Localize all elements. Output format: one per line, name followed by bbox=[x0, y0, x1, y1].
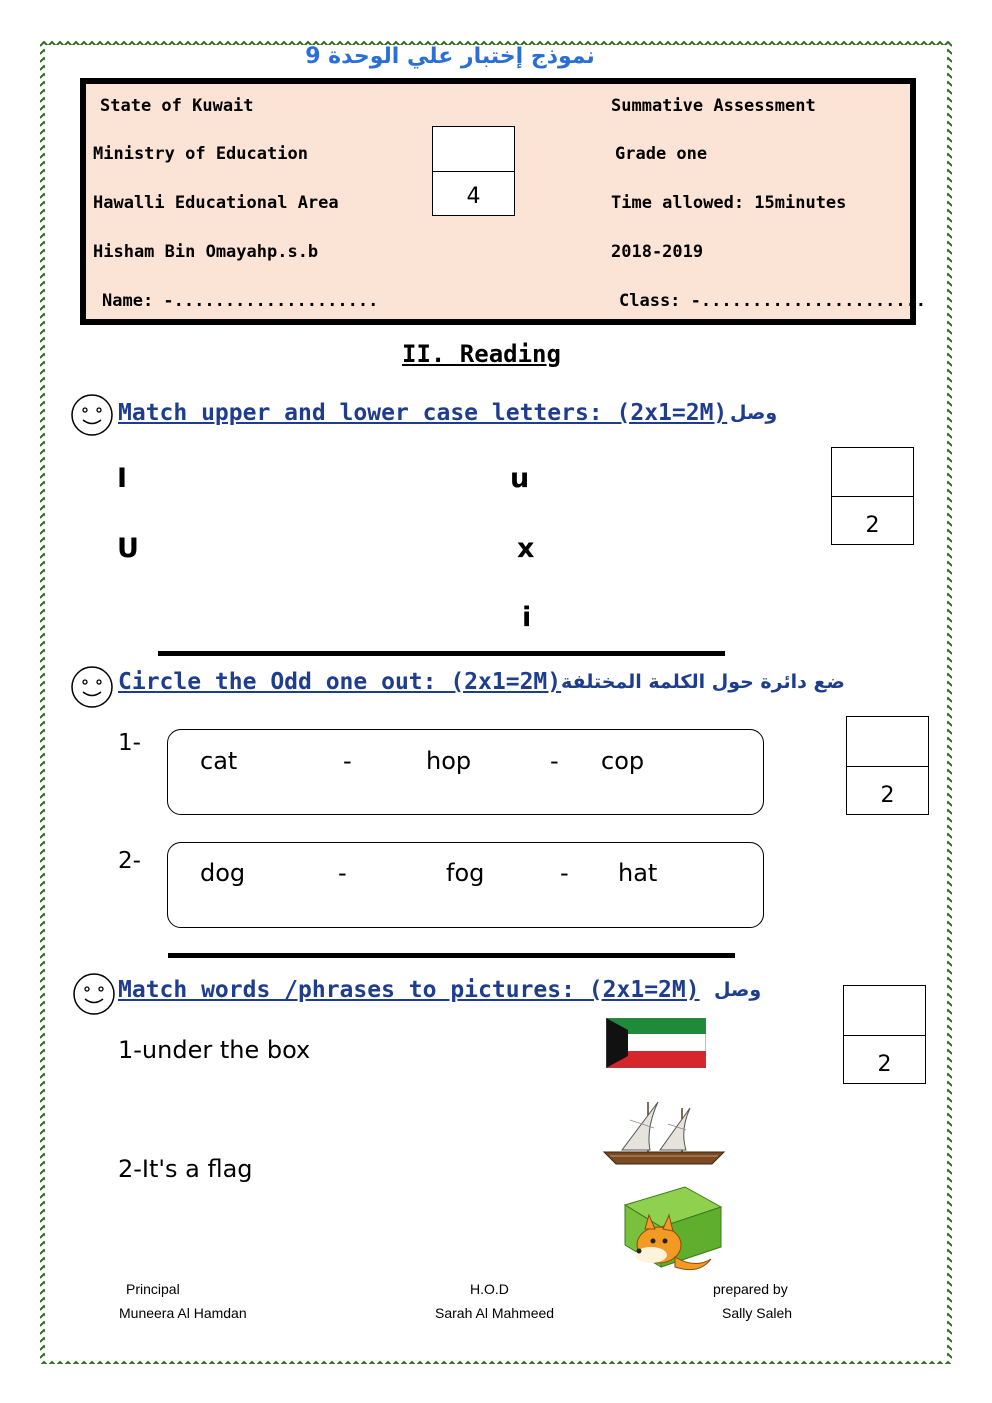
q1-score-box bbox=[831, 447, 914, 545]
q2-row2-label: 2- bbox=[118, 848, 141, 874]
kuwait-flag-picture[interactable] bbox=[606, 1018, 706, 1068]
footer-name-principal: Muneera Al Hamdan bbox=[119, 1305, 247, 1321]
q2-score-box bbox=[846, 716, 929, 815]
q1-score: 2 bbox=[865, 513, 880, 538]
footer-name-hod: Sarah Al Mahmeed bbox=[435, 1305, 555, 1321]
page-title-arabic: نموذج إختبار علي الوحدة 9 bbox=[305, 44, 595, 69]
q2-row1-word1[interactable]: cat bbox=[200, 747, 238, 775]
footer-role-preparer: prepared by bbox=[713, 1281, 788, 1297]
lower-letter-2[interactable]: x bbox=[517, 533, 535, 564]
class-field[interactable]: Class: -...................... bbox=[619, 291, 927, 311]
q2-title: Circle the Odd one out: (2x1=2M) bbox=[118, 669, 562, 695]
q2-row1-word3[interactable]: cop bbox=[601, 747, 645, 775]
lower-letter-3[interactable]: i bbox=[522, 602, 532, 633]
footer-role-principal: Principal bbox=[126, 1281, 180, 1297]
footer-role-hod: H.O.D bbox=[470, 1281, 509, 1297]
header-state: State of Kuwait bbox=[100, 96, 254, 116]
q3-arabic: وصل bbox=[714, 979, 762, 1001]
header-ministry: Ministry of Education bbox=[93, 144, 308, 164]
header-grade: Grade one bbox=[615, 144, 708, 164]
score-divider bbox=[433, 171, 514, 172]
total-score-box bbox=[432, 126, 515, 216]
header-year: 2018-2019 bbox=[611, 242, 704, 262]
smiley-icon bbox=[72, 972, 116, 1016]
q2-row1-word2[interactable]: hop bbox=[426, 747, 472, 775]
lower-letter-1[interactable]: u bbox=[510, 463, 530, 494]
q2-score: 2 bbox=[880, 783, 895, 808]
section-title: II. Reading bbox=[402, 340, 561, 368]
header-area: Hawalli Educational Area bbox=[93, 193, 339, 213]
smiley-icon bbox=[70, 665, 114, 709]
q1-arabic: وصل bbox=[730, 402, 778, 424]
total-score: 4 bbox=[466, 184, 481, 209]
upper-letter-2[interactable]: U bbox=[117, 533, 139, 564]
q1-title: Match upper and lower case letters: (2x1=2M) bbox=[118, 400, 728, 426]
smiley-icon bbox=[70, 393, 114, 437]
q3-phrase-2[interactable]: 2-It's a flag bbox=[118, 1155, 253, 1183]
q3-score-box bbox=[843, 985, 926, 1084]
header-time: Time allowed: 15minutes bbox=[611, 193, 847, 213]
q3-phrase-1[interactable]: 1-under the box bbox=[118, 1036, 311, 1064]
q2-row2-word3[interactable]: hat bbox=[618, 859, 658, 887]
score-divider bbox=[832, 496, 913, 497]
upper-letter-1[interactable]: I bbox=[117, 463, 128, 494]
sailing-ship-picture[interactable] bbox=[600, 1098, 728, 1170]
name-field[interactable]: Name: -.................... bbox=[102, 291, 379, 311]
score-divider bbox=[844, 1035, 925, 1036]
q2-row2-word2[interactable]: fog bbox=[446, 859, 485, 887]
q2-row2-dash2: - bbox=[560, 859, 569, 887]
q2-arabic: ضع دائرة حول الكلمة المختلفة bbox=[561, 671, 845, 693]
q2-row1-dash2: - bbox=[550, 747, 559, 775]
header-assessment: Summative Assessment bbox=[611, 96, 816, 116]
q2-row1-dash1: - bbox=[343, 747, 352, 775]
q3-title: Match words /phrases to pictures: (2x1=2M) bbox=[118, 977, 700, 1003]
footer-name-preparer: Sally Saleh bbox=[722, 1305, 793, 1321]
q3-score: 2 bbox=[877, 1052, 892, 1077]
header-school: Hisham Bin Omayahp.s.b bbox=[93, 242, 319, 262]
score-divider bbox=[847, 766, 928, 767]
q2-row2-dash1: - bbox=[338, 859, 347, 887]
section-divider bbox=[158, 651, 725, 656]
section-divider bbox=[168, 953, 735, 958]
q2-row1-label: 1- bbox=[118, 730, 141, 756]
q2-row2-word1[interactable]: dog bbox=[200, 859, 246, 887]
fox-under-box-picture[interactable] bbox=[615, 1185, 725, 1277]
